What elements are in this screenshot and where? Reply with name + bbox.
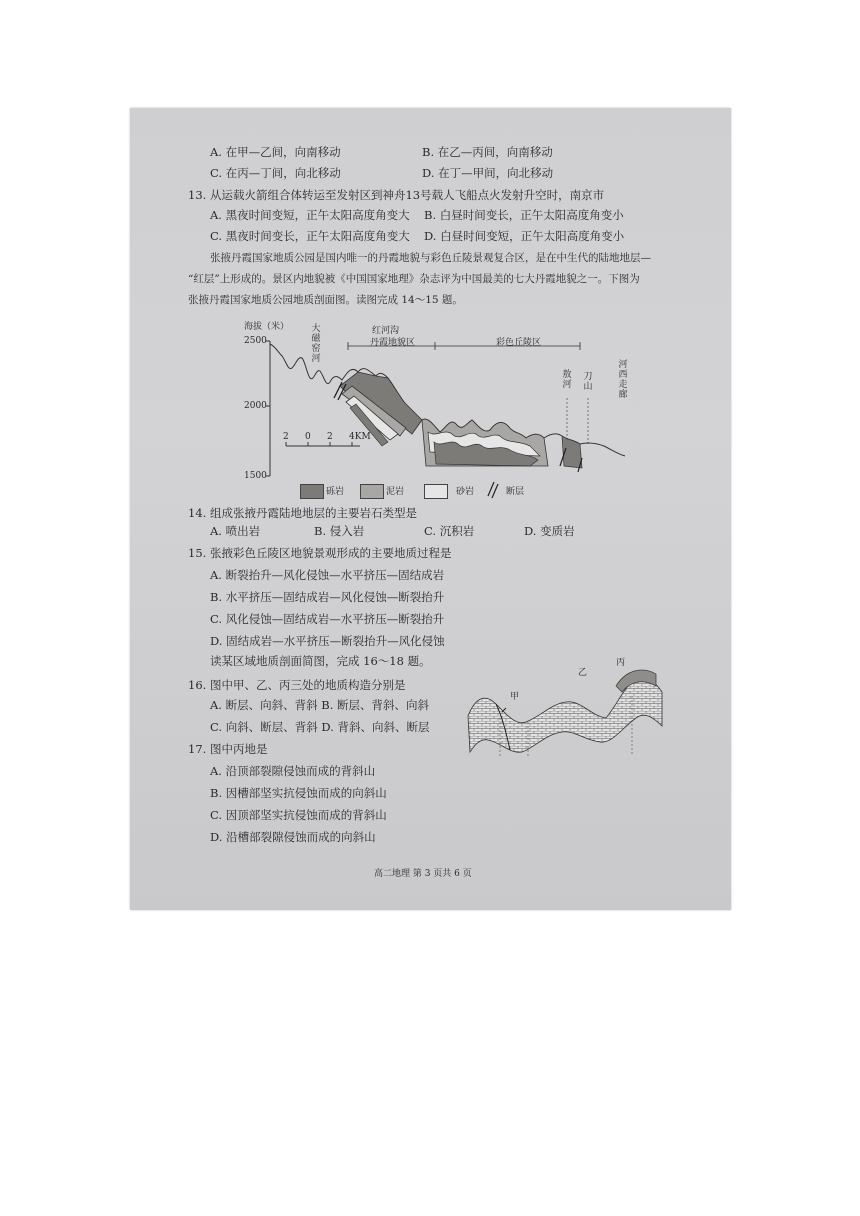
q13-option-a: A. 黑夜时间变短，正午太阳高度角变大	[210, 208, 410, 222]
y-tick-1500: 1500	[244, 471, 267, 481]
legend-conglomerate-label: 砾岩	[326, 487, 345, 497]
q17-stem: 17. 图中丙地是	[188, 742, 268, 756]
page-footer: 高二地理 第 3 页共 6 页	[374, 869, 472, 879]
q13-option-b: B. 白昼时间变长，正午太阳高度角变小	[424, 208, 624, 222]
legend-sandstone-label: 砂岩	[456, 487, 475, 497]
label-dacigou-river: 大磁窑河	[311, 324, 321, 364]
y-axis-label: 海拔（米）	[244, 322, 290, 332]
q14-option-c: C. 沉积岩	[424, 524, 475, 538]
passage1-line2: “红层”上形成的。景区内地貌被《中国国家地理》杂志评为中国最美的七大丹霞地貌之一。下图为	[188, 273, 640, 285]
q15-option-b: B. 水平挤压—固结成岩—风化侵蚀—断裂抬升	[210, 590, 445, 604]
passage1-line1: 张掖丹霞国家地质公园是国内唯一的丹霞地貌与彩色丘陵景观复合区，是在中生代的陆地地层—	[210, 252, 651, 264]
fold-label-yi: 乙	[578, 668, 588, 678]
q17-option-a: A. 沿顶部裂隙侵蚀而成的背斜山	[210, 764, 376, 778]
legend-conglomerate-swatch	[300, 484, 324, 499]
label-hexi-corridor: 河西走廊	[618, 360, 628, 400]
q12-option-d: D. 在丁—甲间，向北移动	[422, 166, 554, 180]
passage2: 读某区域地质剖面简图，完成 16～18 题。	[210, 654, 431, 668]
q12-option-a: A. 在甲—乙间，向南移动	[210, 145, 341, 159]
profile-drawing	[230, 316, 630, 506]
passage1-line3: 张掖丹霞国家地质公园地质剖面图。读图完成 14～15 题。	[188, 294, 463, 306]
q15-stem: 15. 张掖彩色丘陵区地貌景观形成的主要地质过程是	[188, 546, 452, 560]
q16-options-ab: A. 断层、向斜、背斜 B. 断层、背斜、向斜	[210, 698, 430, 712]
label-honghegou: 红河沟	[372, 326, 400, 336]
q14-option-b: B. 侵入岩	[314, 524, 365, 538]
legend-mudstone-swatch	[360, 484, 384, 499]
label-color-hill-zone: 彩色丘陵区	[496, 338, 542, 348]
q13-option-d: D. 白昼时间变短，正午太阳高度角变小	[424, 229, 625, 243]
q16-options-cd: C. 向斜、断层、背斜 D. 背斜、向斜、断层	[210, 720, 430, 734]
q17-option-b: B. 因槽部坚实抗侵蚀而成的向斜山	[210, 786, 387, 800]
geology-profile-figure	[230, 316, 630, 506]
q17-option-d: D. 沿槽部裂隙侵蚀而成的向斜山	[210, 830, 376, 844]
q13-stem: 13. 从运载火箭组合体转运至发射区到神舟13号载人飞船点火发射升空时，南京市	[188, 188, 605, 202]
label-danxia-zone: 丹霞地貌区	[370, 338, 416, 348]
q14-option-a: A. 喷出岩	[210, 524, 261, 538]
fold-section-figure	[466, 656, 666, 756]
fold-drawing	[466, 656, 666, 756]
scale-tick-1: 2	[283, 432, 289, 442]
fold-label-bing: 丙	[616, 658, 626, 668]
q14-stem: 14. 组成张掖丹霞陆地地层的主要岩石类型是	[188, 506, 417, 520]
q14-option-d: D. 变质岩	[524, 524, 575, 538]
q15-option-d: D. 固结成岩—水平挤压—断裂抬升—风化侵蚀	[210, 634, 445, 648]
label-ao-river: 敖河	[562, 370, 572, 390]
exam-page	[130, 108, 731, 910]
q16-stem: 16. 图中甲、乙、丙三处的地质构造分别是	[188, 678, 406, 692]
q15-option-c: C. 风化侵蚀—固结成岩—水平挤压—断裂抬升	[210, 612, 445, 626]
scale-tick-3: 2	[327, 432, 333, 442]
y-tick-2500: 2500	[244, 336, 267, 346]
q15-option-a: A. 断裂抬升—风化侵蚀—水平挤压—固结成岩	[210, 568, 445, 582]
scale-tick-4: 4KM	[349, 432, 371, 442]
label-daoshan: 刀山	[583, 372, 593, 392]
q17-option-c: C. 因顶部坚实抗侵蚀而成的背斜山	[210, 808, 387, 822]
q12-option-b: B. 在乙—丙间，向南移动	[422, 145, 553, 159]
legend-fault-label: 断层	[506, 487, 525, 497]
q13-option-c: C. 黑夜时间变长，正午太阳高度角变大	[210, 229, 410, 243]
fold-label-jia: 甲	[510, 692, 520, 702]
legend-sandstone-swatch	[424, 484, 448, 499]
legend-mudstone-label: 泥岩	[386, 487, 405, 497]
y-tick-2000: 2000	[244, 401, 267, 411]
scale-tick-2: 0	[305, 432, 311, 442]
q12-option-c: C. 在丙—丁间，向北移动	[210, 166, 341, 180]
